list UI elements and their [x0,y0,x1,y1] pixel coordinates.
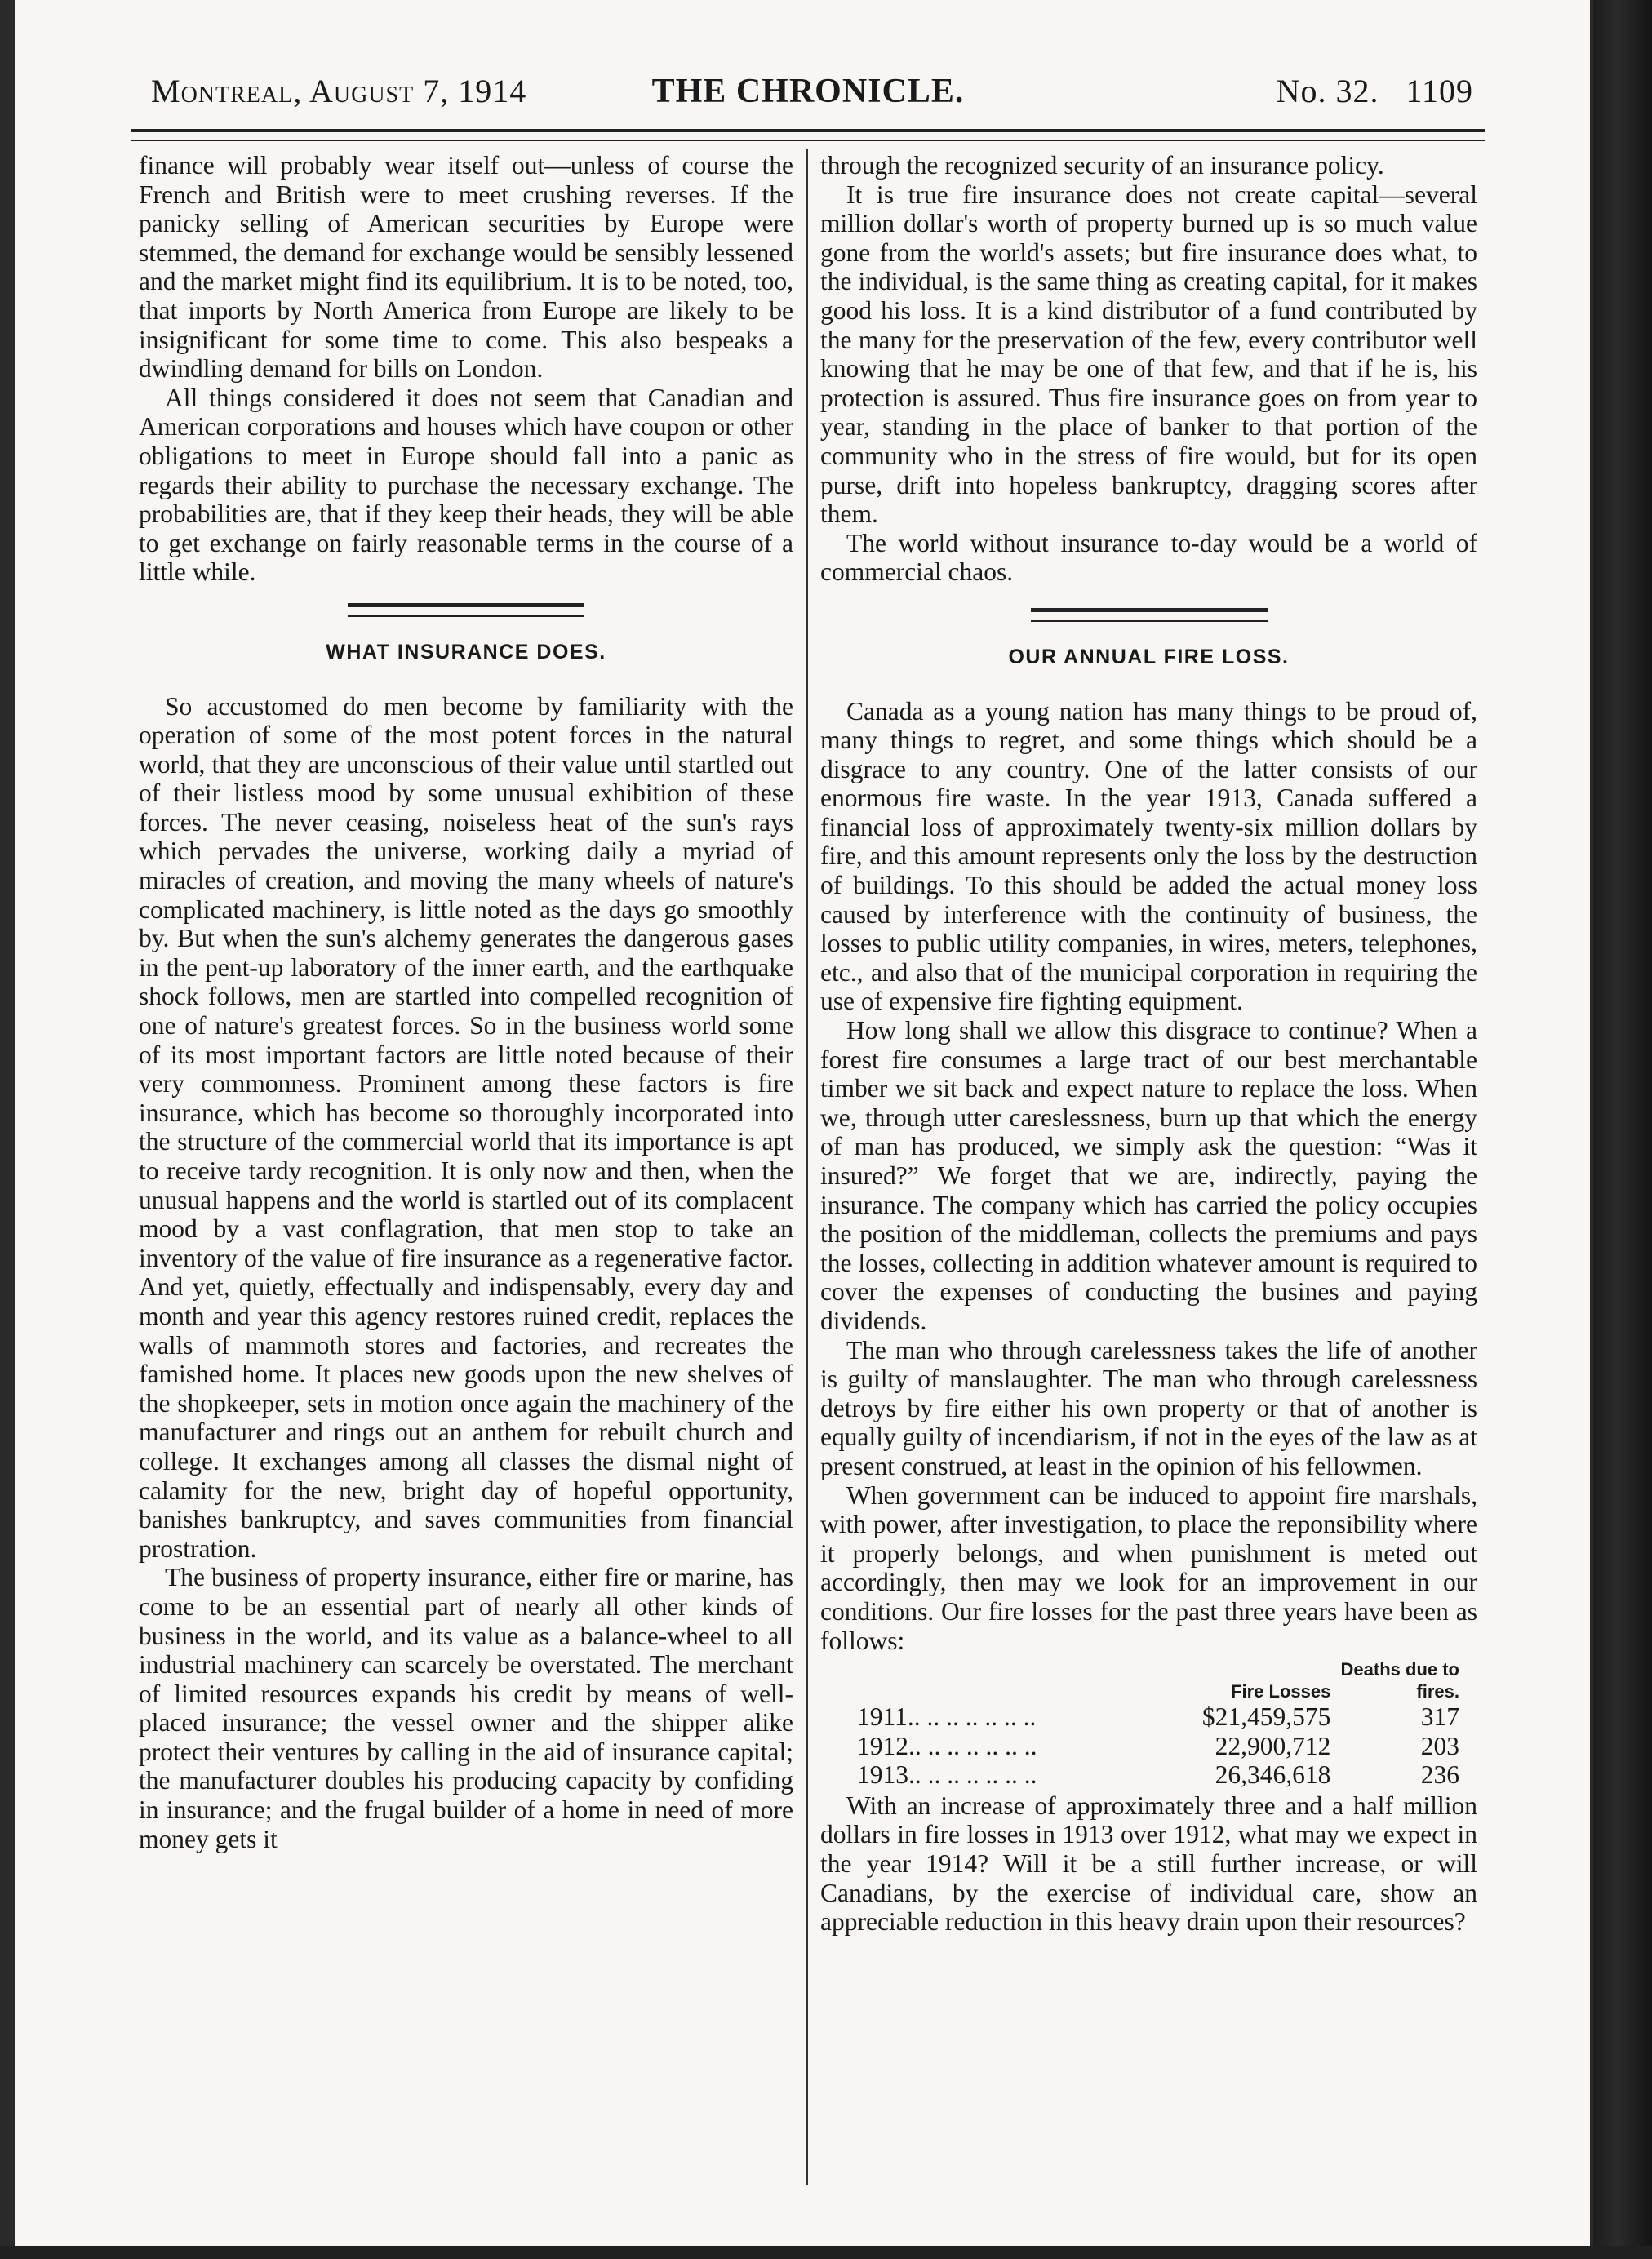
paragraph: The business of property insurance, either fire or marine, has come to be an essential part of nearly all other kinds of business in the world, and its value as a balance-wheel to all industrial machinery can scarcely be overstated. The merchant of limited resources expands his credit by means of well-placed insurance; the vessel owner and the shipper alike protect their ventures by calling in the aid of insurance capital; the manufacturer doubles his producing capacity by confiding in insurance; and the frugal builder of a home in need of more money gets it [139,1563,793,1853]
table-cell-year: 1912.. .. .. .. .. .. .. [857,1731,1037,1760]
paragraph: So accustomed do men become by familiarity with the operation of some of the most potent forces in the natural world, that they are unconscious of their value until startled out of their listless mood by some unusual exhibition of these forces. The never ceasing, noiseless heat of the sun's rays which pervades the universe, working daily a myriad of miracles of creation, and moving the many wheels of nature's complicated machinery, is little noted as the days go smoothly by. But when the sun's alchemy generates the dangerous gases in the pent-up laboratory of the inner earth, and the earthquake shock follows, men are startled into compelled recognition of one of nature's greatest forces. So in the business world some of its most important factors are little noted because of their very commonness. Prominent among these factors is fire insurance, which has become so thoroughly incorporated into the structure of the commercial world that its importance is apt to receive tardy recognition. It is only now and then, when the unusual happens and the world is startled out of its complacent mood by a vast conflagration, that men stop to take an inventory of the value of fire insurance as a regenerative factor. And yet, quietly, effectually and indispensably, every day and month and year this agency restores ruined credit, replaces the walls of mammoth stores and factories, and recreates the famished home. It places new goods upon the new shelves of the shopkeeper, sets in motion once again the machinery of the manufacturer and rings out an anthem for rebuilt church and college. It exchanges among all classes the dismal night of calamity for the new, bright day of hopeful opportunity, banishes bankruptcy, and saves communities from financial prostration. [139,691,793,1563]
left-column [139,151,793,1853]
column-divider [806,149,808,2185]
header-dateline: Montreal, August 7, 1914 [151,73,527,109]
section-divider [348,603,584,617]
paragraph: All things considered it does not seem that Canadian and American corporations and houses which have coupon or other obligations to meet in Europe should fall into a panic as regards their ability to purchase the necessary exchange. The probabilities are, that if they keep their heads, they will be able to get exchange on fairly reasonable terms in the course of a little while. [139,383,793,587]
scan-edge-bottom [0,2246,1652,2259]
table-cell-deaths: 317 [1420,1702,1459,1732]
table-row [820,1702,1477,1732]
paragraph: With an increase of approximately three and a half million dollars in fire losses in 1913 over 1912, what may we expect in the year 1914? Will it be a still further increase, or will Canadians, by the exercise of individual care, show an appreciable reduction in this heavy drain upon their resources? [820,1791,1477,1937]
header-rule [131,129,1485,141]
paragraph: How long shall we allow this disgrace to continue? When a forest fire consumes a large tract of our best merchantable timber we sit back and expect nature to replace the loss. When we, through utter careslessness, burn up that which the energy of man has produced, we simply ask the question: “Was it insured?” We forget that we are, indirectly, paying the insurance. The company which has carried the policy occupies the position of the middleman, collects the premiums and pays the losses, collecting in addition whatever amount is required to cover the expenses of conducting the busines and paying dividends. [820,1016,1477,1335]
paragraph: The world without insurance to-day would be a world of commercial chaos. [820,528,1477,587]
fire-loss-table [820,1658,1477,1790]
paragraph: The man who through carelessness takes the life of another is guilty of manslaughter. The man who through carelessness detroys by fire either his own property or that of another is equally guilty of incendiarism, if not in the eyes of the law as at present construed, at least in the opinion of his fellowmen. [820,1335,1477,1480]
table-header-year [820,1658,1176,1702]
table-cell-deaths: 236 [1420,1760,1459,1790]
table-cell-losses: $21,459,575 [1201,1702,1331,1732]
paragraph: through the recognized security of an insurance policy. [820,151,1384,180]
table-cell-deaths: 203 [1420,1731,1459,1760]
table-cell-year: 1913.. .. .. .. .. .. .. [857,1760,1037,1790]
section-title: WHAT INSURANCE DOES. [326,640,606,663]
paragraph: Canada as a young nation has many things to be proud of, many things to regret, and some things which should be a disgrace to any country. One of the latter consists of our enormous fire waste. In the year 1913, Canada suffered a financial loss of approximately twenty-six million dollars by fire, and this amount represents only the loss by the destruction of buildings. To this should be added the actual money loss caused by interference with the continuity of business, the losses to public utility companies, in wires, meters, telephones, etc., and also that of the municipal corporation in requiring the use of expensive fire fighting equipment. [820,696,1477,1016]
paragraph: It is true fire insurance does not create capital—several million dollar's worth of property burned up is so much value gone from the world's assets; but fire insurance does what, to the individual, is the same thing as creating capital, for it makes good his loss. It is a kind distributor of a fund contributed by the many for the preservation of the few, every contributor well knowing that he may be one of that few, and that if he is, his protection is assured. Thus fire insurance goes on from year to year, standing in the place of banker to that portion of the community who in the stress of fire would, but for its open purse, drift into hopeless bankruptcy, dragging scores after them. [820,180,1477,529]
masthead-title: THE CHRONICLE. [651,73,965,110]
table-row [820,1732,1477,1761]
table-row [820,1760,1477,1790]
section-divider [1031,608,1268,622]
paragraph: When government can be induced to appoint fire marshals, with power, after investigation, to place the reponsibility where it properly belongs, and when punishment is meted out accordingly, then may we look for an improvement in our conditions. Our fire losses for the past three years have been as follows: [820,1480,1477,1655]
table-header-losses: Fire Losses [1231,1681,1331,1702]
scan-edge-right [1593,0,1652,2259]
table-cell-year: 1911.. .. .. .. .. .. .. [857,1702,1037,1732]
page-header [135,72,1481,121]
issue-page-number: No. 32. 1109 [1276,73,1473,109]
right-column [820,151,1477,1937]
table-header-deaths: Deaths due to fires. [1340,1659,1459,1702]
paragraph: finance will probably wear itself out—unless of course the French and British were to meet crushing reverses. If the panicky selling of American securities by Europe were stemmed, the demand for exchange would be sensibly lessened and the market might find its equilibrium. It is to be noted, too, that imports by North America from Europe are likely to be insignificant for some time to come. This also bespeaks a dwindling demand for bills on London. [139,151,793,384]
table-cell-losses: 22,900,712 [1215,1731,1331,1760]
table-cell-losses: 26,346,618 [1215,1760,1331,1790]
section-title: OUR ANNUAL FIRE LOSS. [1008,645,1290,668]
